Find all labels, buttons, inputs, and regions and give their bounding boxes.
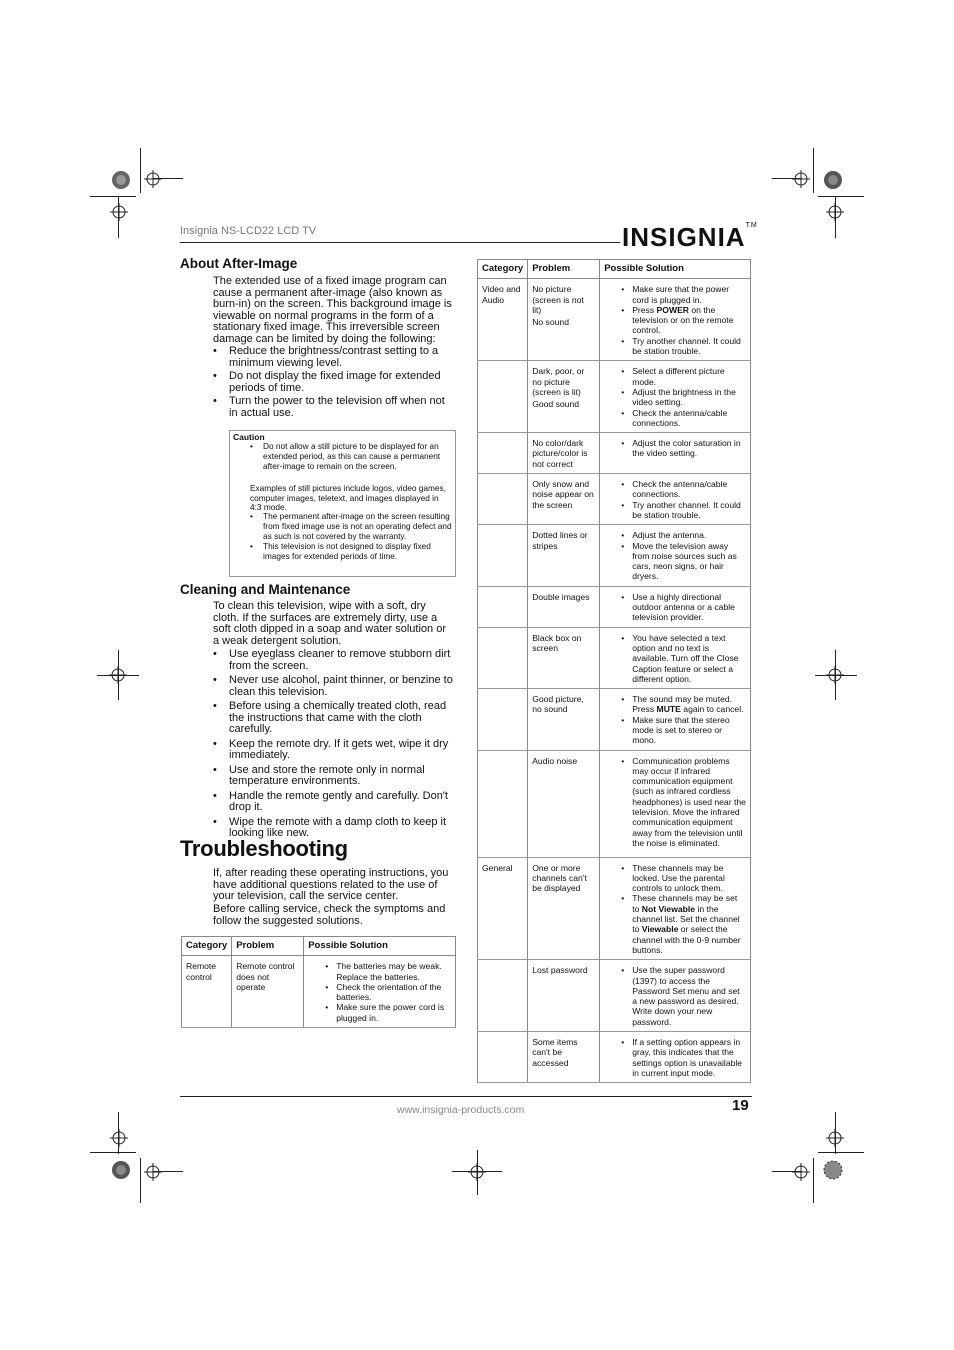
category-cell: Video and Audio — [478, 279, 528, 361]
table-row — [182, 956, 456, 1028]
table-row — [478, 474, 751, 525]
registration-target-icon — [144, 1163, 162, 1186]
problem-text: Dark, poor, or no picture (screen is lit) — [532, 366, 585, 397]
category-cell: General — [478, 857, 528, 960]
solution-item: • The batteries may be weak. Replace the batteries. — [308, 961, 451, 982]
solution-item: • These channels may be locked. Use the parental controls to unlock them. — [604, 863, 746, 894]
solution-cell — [600, 279, 751, 361]
insignia-logo: INSIGNIA™ — [622, 222, 758, 252]
list-item: • Never use alcohol, paint thinner, or benzine to clean this television. — [213, 675, 455, 698]
document-title: Insignia NS-LCD22 LCD TV — [180, 225, 317, 237]
problem-cell: Good picture, no sound — [528, 689, 600, 750]
solution-cell — [600, 474, 751, 525]
solution-item: • If a setting option appears in gray, this indicates that the settings option is unavailable in current input mode. — [604, 1037, 746, 1078]
list-item: • Wipe the remote with a damp cloth to keep it looking like new. — [213, 817, 455, 840]
solution-item: • Make sure that the stereo mode is set to stereo or mono. — [604, 715, 746, 746]
caution-title: Caution — [233, 432, 265, 442]
cleaning-bullets — [213, 649, 455, 843]
problem-cell: Dotted lines or stripes — [528, 525, 600, 586]
table-header-row — [182, 937, 456, 956]
solution-item: • These channels may be set to Not Viewable in the channel list. Set the channel to Viewable or select the channel with the 0-9 number buttons. — [604, 893, 746, 955]
solution-item: • Use the super password (1397) to access the Password Set menu and set a new password as desired. Write down your new password. — [604, 965, 746, 1027]
solution-cell — [600, 750, 751, 857]
solution-item: • Select a different picture mode. — [604, 366, 746, 387]
table-row — [478, 857, 751, 960]
footer-rule — [180, 1096, 752, 1097]
list-item: • Use eyeglass cleaner to remove stubborn dirt from the screen. — [213, 649, 455, 672]
category-cell — [478, 750, 528, 857]
registration-disc-icon — [111, 1160, 131, 1185]
troubleshooting-table-video-audio-general — [477, 259, 751, 1083]
problem-cell: Remote control does not operate — [232, 956, 304, 1028]
solution-cell — [600, 857, 751, 960]
troubleshooting-intro: If, after reading these operating instructions, you have additional questions related to the use of your television, call the service center. — [213, 867, 449, 902]
solution-item: • Adjust the antenna. — [604, 530, 746, 540]
solution-item: • Make sure the power cord is plugged in. — [308, 1002, 451, 1023]
problem-text: No picture (screen is not lit) — [532, 284, 584, 315]
list-item: • Do not allow a still picture to be displayed for an extended period, as this can cause a permanent after-image to remain on the screen. — [250, 441, 452, 471]
solution-item: • Make sure that the power cord is plugged in. — [604, 284, 746, 305]
solution-item: • Check the antenna/cable connections. — [604, 479, 746, 500]
registration-sunburst-icon — [823, 1160, 843, 1185]
solution-cell — [600, 689, 751, 750]
solution-item: • Press POWER on the television or on the remote control. — [604, 305, 746, 336]
problem-cell: Double images — [528, 586, 600, 627]
after-image-intro: The extended use of a fixed image program can cause a permanent after-image (also known as burn-in) on the screen. This background image is viewable on normal programs in the form of a stationary fixed image. This irreversible screen damage can be limited by doing the following: — [213, 275, 452, 345]
column-header-problem: Problem — [528, 260, 600, 279]
section-heading-after-image: About After-Image — [180, 256, 298, 271]
table-row — [478, 586, 751, 627]
problem-cell — [528, 279, 600, 361]
problem-cell: No color/dark picture/color is not correct — [528, 433, 600, 474]
registration-target-icon — [826, 203, 844, 226]
problem-cell: Only snow and noise appear on the screen — [528, 474, 600, 525]
category-cell — [478, 689, 528, 750]
registration-disc-icon — [823, 170, 843, 195]
list-item: • Keep the remote dry. If it gets wet, wipe it dry immediately. — [213, 739, 455, 762]
troubleshooting-heading: Troubleshooting — [180, 836, 348, 861]
solution-cell — [304, 956, 456, 1028]
table-row — [478, 689, 751, 750]
category-cell — [478, 627, 528, 688]
caution-bullets-2 — [250, 511, 452, 561]
after-image-bullets — [213, 346, 455, 421]
solution-cell — [600, 627, 751, 688]
solution-cell — [600, 361, 751, 433]
solution-item: • Move the television away from noise sources such as cars, neon signs, or hair dryers. — [604, 541, 746, 582]
problem-cell: Some items can't be accessed — [528, 1032, 600, 1083]
solution-item: • Try another channel. It could be station trouble. — [604, 336, 746, 357]
solution-item: • Adjust the brightness in the video setting. — [604, 387, 746, 408]
table-header-row — [478, 260, 751, 279]
registration-target-icon — [792, 1163, 810, 1186]
category-cell: Remote control — [182, 956, 232, 1028]
list-item: • Handle the remote gently and carefully. Don't drop it. — [213, 791, 455, 814]
registration-target-icon — [110, 203, 128, 226]
solution-cell — [600, 433, 751, 474]
troubleshooting-note: Before calling service, check the symptoms and follow the suggested solutions. — [213, 903, 446, 927]
troubleshooting-table-remote — [181, 936, 456, 1028]
column-header-solution: Possible Solution — [304, 937, 456, 956]
solution-cell — [600, 960, 751, 1032]
category-cell — [478, 1032, 528, 1083]
caution-examples: Examples of still pictures include logos, video games, computer images, teletext, and images displayed in 4:3 mode. — [250, 483, 446, 512]
solution-item: • You have selected a text option and no text is available. Turn off the Close Caption feature or select a different option. — [604, 633, 746, 684]
registration-target-icon — [826, 666, 844, 689]
category-cell — [478, 960, 528, 1032]
solution-item: • Check the antenna/cable connections. — [604, 408, 746, 429]
column-header-problem: Problem — [232, 937, 304, 956]
problem-cell: Black box on screen — [528, 627, 600, 688]
registration-target-icon — [110, 1129, 128, 1152]
registration-target-icon — [144, 170, 162, 193]
table-row — [478, 525, 751, 586]
category-cell — [478, 586, 528, 627]
column-header-category: Category — [182, 937, 232, 956]
list-item: • Before using a chemically treated cloth, read the instructions that came with the cloth carefully. — [213, 701, 455, 736]
table-row — [478, 279, 751, 361]
list-item: • Use and store the remote only in normal temperature environments. — [213, 765, 455, 788]
solution-item: • Adjust the color saturation in the video setting. — [604, 438, 746, 459]
table-row — [478, 750, 751, 857]
registration-target-icon — [109, 666, 127, 689]
table-row — [478, 361, 751, 433]
solution-cell — [600, 525, 751, 586]
registration-target-icon — [792, 170, 810, 193]
solution-item: • Check the orientation of the batteries. — [308, 982, 451, 1003]
solution-cell — [600, 586, 751, 627]
category-cell — [478, 433, 528, 474]
problem-cell — [528, 361, 600, 433]
solution-cell — [600, 1032, 751, 1083]
problem-cell: Lost password — [528, 960, 600, 1032]
list-item: • This television is not designed to display fixed images for extended periods of time. — [250, 541, 452, 561]
table-row — [478, 627, 751, 688]
category-cell — [478, 474, 528, 525]
list-item: • The permanent after-image on the screen resulting from fixed image use is not an operating defect and as such is not covered by the warranty. — [250, 511, 452, 541]
header-rule — [180, 242, 620, 243]
list-item: • Do not display the fixed image for extended periods of time. — [213, 371, 455, 394]
solution-item: • Use a highly directional outdoor antenna or a cable television provider. — [604, 592, 746, 623]
caution-bullets-1 — [250, 441, 452, 471]
table-row — [478, 433, 751, 474]
page-number: 19 — [732, 1097, 749, 1114]
solution-item: • Communication problems may occur if infrared communication equipment (such as infrared cordless headphones) is used near the television. Move the infrared communication equipment away from the television until the noise is eliminated. — [604, 756, 746, 849]
cleaning-intro: To clean this television, wipe with a soft, dry cloth. If the surfaces are extremely dirty, use a soft cloth dipped in a soap and water solution or a weak detergent solution. — [213, 600, 446, 647]
problem-text: Good sound — [532, 399, 580, 410]
registration-target-icon — [826, 1129, 844, 1152]
table-row — [478, 1032, 751, 1083]
problem-text: No sound — [532, 317, 569, 328]
section-heading-cleaning: Cleaning and Maintenance — [180, 582, 351, 597]
table-row — [478, 960, 751, 1032]
registration-target-icon — [468, 1163, 486, 1186]
solution-item: • Try another channel. It could be station trouble. — [604, 500, 746, 521]
problem-cell: Audio noise — [528, 750, 600, 857]
column-header-category: Category — [478, 260, 528, 279]
footer-url: www.insignia-products.com — [397, 1104, 525, 1116]
solution-item: • The sound may be muted. Press MUTE again to cancel. — [604, 694, 746, 715]
problem-cell: One or more channels can't be displayed — [528, 857, 600, 960]
list-item: • Reduce the brightness/contrast setting to a minimum viewing level. — [213, 346, 455, 369]
category-cell — [478, 361, 528, 433]
list-item: • Turn the power to the television off when not in actual use. — [213, 396, 455, 419]
category-cell — [478, 525, 528, 586]
registration-disc-icon — [111, 170, 131, 195]
column-header-solution: Possible Solution — [600, 260, 751, 279]
